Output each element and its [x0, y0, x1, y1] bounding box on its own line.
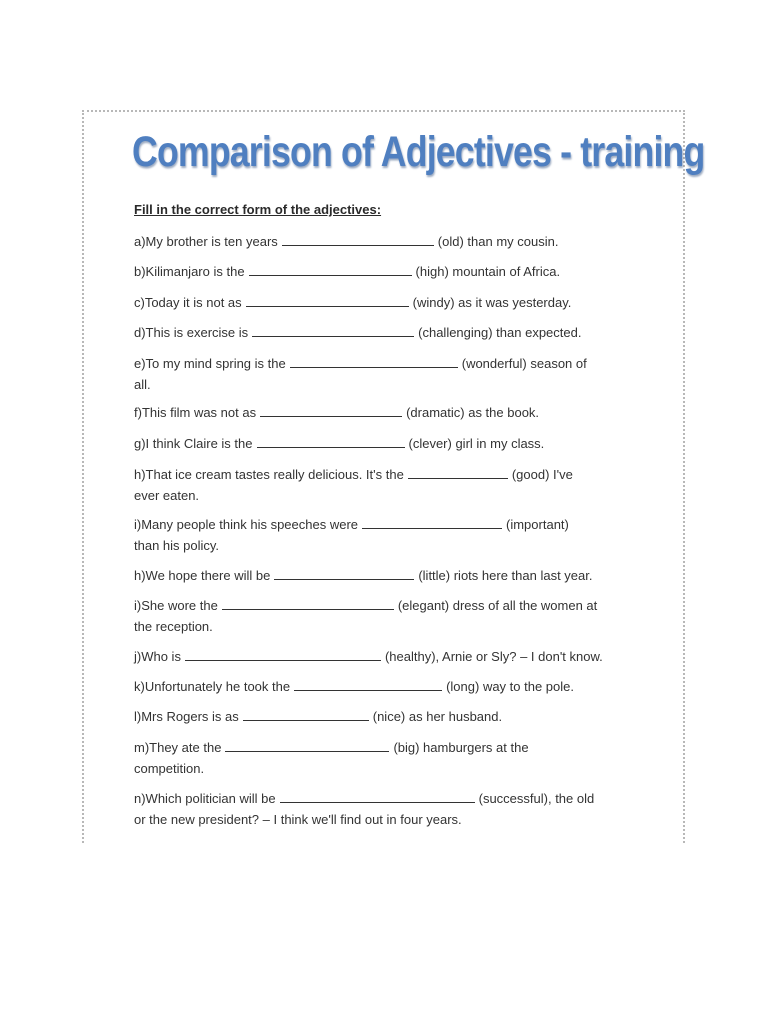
exercise-item: i)She wore the (elegant) dress of all the women at the reception. [134, 598, 598, 634]
answer-blank[interactable] [294, 678, 442, 691]
answer-blank[interactable] [257, 435, 405, 448]
exercise-item: f)This film was not as (dramatic) as the book. [134, 405, 540, 420]
answer-blank[interactable] [260, 404, 402, 417]
answer-blank[interactable] [362, 516, 502, 529]
answer-blank[interactable] [225, 739, 389, 752]
exercise-item: g)I think Claire is the (clever) girl in my class. [134, 436, 545, 451]
answer-blank[interactable] [408, 466, 508, 479]
exercise-item: h)That ice cream tastes really delicious. It's the (good) I've ever eaten. [134, 467, 573, 503]
answer-blank[interactable] [243, 708, 369, 721]
exercise-item: i)Many people think his speeches were (important) than his policy. [134, 517, 569, 553]
exercise-item: j)Who is (healthy), Arnie or Sly? – I don't know. [134, 649, 603, 664]
exercise-item: l)Mrs Rogers is as (nice) as her husband. [134, 709, 503, 724]
exercise-item: k)Unfortunately he took the (long) way to the pole. [134, 679, 574, 694]
exercise-item: b)Kilimanjaro is the (high) mountain of Africa. [134, 264, 561, 279]
exercise-item: d)This is exercise is (challenging) than expected. [134, 325, 582, 340]
exercise-item: n)Which politician will be (successful), the old or the new president? – I think we'll find out in four years. [134, 791, 595, 827]
answer-blank[interactable] [274, 567, 414, 580]
answer-blank[interactable] [290, 355, 458, 368]
answer-blank[interactable] [222, 597, 394, 610]
worksheet-title: Comparison of Adjectives - training [132, 128, 705, 176]
exercise-item: c)Today it is not as (windy) as it was yesterday. [134, 295, 572, 310]
exercise-item: e)To my mind spring is the (wonderful) season of all. [134, 356, 587, 392]
exercise-item: a)My brother is ten years (old) than my cousin. [134, 234, 559, 249]
answer-blank[interactable] [249, 263, 412, 276]
answer-blank[interactable] [280, 790, 475, 803]
exercise-item: h)We hope there will be (little) riots here than last year. [134, 568, 593, 583]
instruction-heading: Fill in the correct form of the adjectives: [134, 202, 382, 217]
answer-blank[interactable] [282, 233, 434, 246]
answer-blank[interactable] [246, 294, 409, 307]
exercise-item: m)They ate the (big) hamburgers at the competition. [134, 740, 529, 776]
answer-blank[interactable] [252, 324, 414, 337]
page-cutoff [82, 845, 685, 875]
answer-blank[interactable] [185, 648, 381, 661]
